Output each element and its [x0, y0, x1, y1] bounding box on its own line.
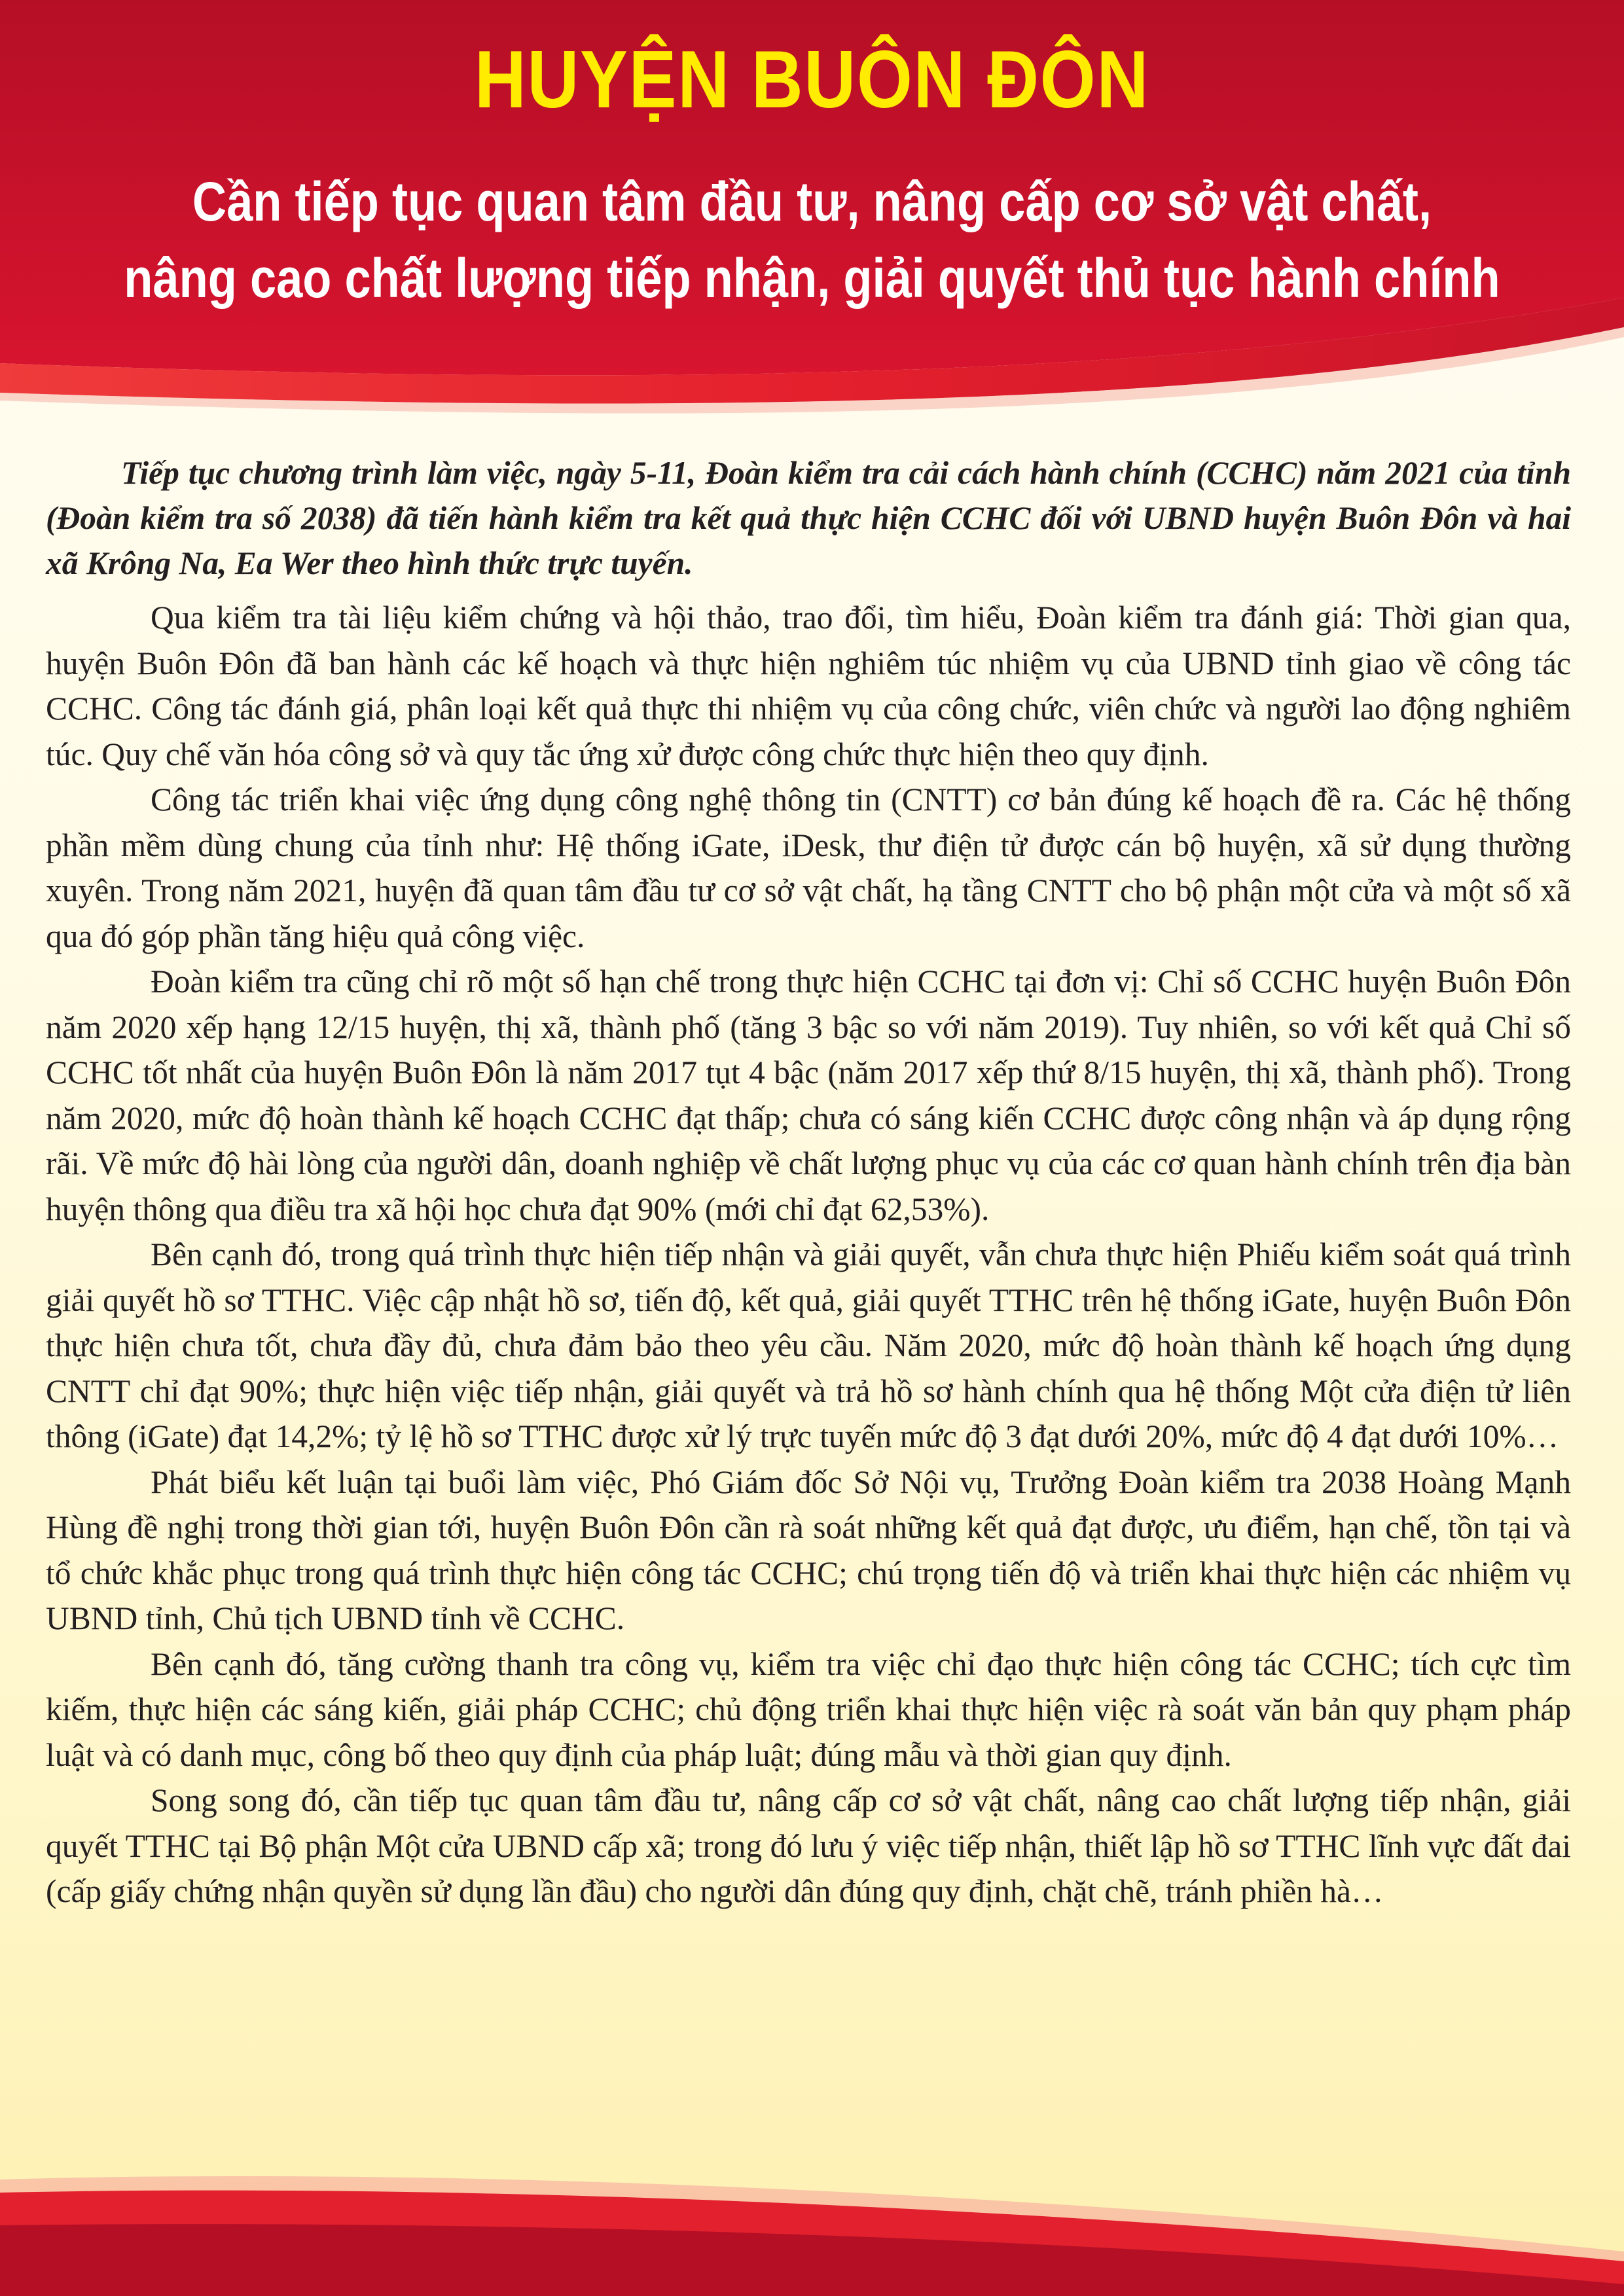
article-paragraph: Công tác triển khai việc ứng dụng công nghệ thông tin (CNTT) cơ bản đúng kế hoạch đề ra. Các hệ thống phần mềm dùng chung của tỉnh như: Hệ thống iGate, iDesk, thư điện tử được cán bộ huyện, xã sử dụng thường xuyên. Trong năm 2021, huyện đã quan tâm đầu tư cơ sở vật chất, hạ tầng CNTT cho bộ phận một cửa và một số xã qua đó góp phần tăng hiệu quả công việc.	[46, 781, 1571, 954]
subtitle-line-2: nâng cao chất lượng tiếp nhận, giải quyết thủ tục hành chính	[124, 247, 1500, 309]
subtitle-line-1: Cần tiếp tục quan tâm đầu tư, nâng cấp cơ sở vật chất,	[192, 171, 1432, 232]
article-paragraph: Song song đó, cần tiếp tục quan tâm đầu tư, nâng cấp cơ sở vật chất, nâng cao chất lượng tiếp nhận, giải quyết TTHC tại Bộ phận Một cửa UBND cấp xã; trong đó lưu ý việc tiếp nhận, thiết lập hồ sơ TTHC lĩnh vực đất đai (cấp giấy chứng nhận quyền sử dụng lần đầu) cho người dân đúng quy định, chặt chẽ, tránh phiền hà…	[46, 1782, 1571, 1909]
article-body	[46, 450, 1571, 1914]
article-lead: Tiếp tục chương trình làm việc, ngày 5-11, Đoàn kiểm tra cải cách hành chính (CCHC) năm 2021 của tỉnh (Đoàn kiểm tra số 2038) đã tiến hành kiểm tra kết quả thực hiện CCHC đối với UBND huyện Buôn Đôn và hai xã Krông Na, Ea Wer theo hình thức trực tuyến.	[46, 455, 1571, 581]
page-title: HUYỆN BUÔN ĐÔN	[474, 35, 1150, 125]
footer-banner	[0, 2153, 1624, 2296]
article-paragraph: Đoàn kiểm tra cũng chỉ rõ một số hạn chế trong thực hiện CCHC tại đơn vị: Chỉ số CCHC huyện Buôn Đôn năm 2020 xếp hạng 12/15 huyện, thị xã, thành phố (tăng 3 bậc so với năm 2019). Tuy nhiên, so với kết quả Chỉ số CCHC tốt nhất của huyện Buôn Đôn là năm 2017 tụt 4 bậc (năm 2017 xếp thứ 8/15 huyện, thị xã, thành phố). Trong năm 2020, mức độ hoàn thành kế hoạch CCHC đạt thấp; chưa có sáng kiến CCHC được công nhận và áp dụng rộng rãi. Về mức độ hài lòng của người dân, doanh nghiệp về chất lượng phục vụ của các cơ quan hành chính trên địa bàn huyện thông qua điều tra xã hội học chưa đạt 90% (mới chỉ đạt 62,53%).	[46, 963, 1571, 1227]
article-paragraph: Bên cạnh đó, tăng cường thanh tra công vụ, kiểm tra việc chỉ đạo thực hiện công tác CCHC; tích cực tìm kiếm, thực hiện các sáng kiến, giải pháp CCHC; chủ động triển khai thực hiện việc rà soát văn bản quy phạm pháp luật và có danh mục, công bố theo quy định của pháp luật; đúng mẫu và thời gian quy định.	[46, 1645, 1571, 1773]
article-paragraph: Qua kiểm tra tài liệu kiểm chứng và hội thảo, trao đổi, tìm hiểu, Đoàn kiểm tra đánh giá: Thời gian qua, huyện Buôn Đôn đã ban hành các kế hoạch và thực hiện nghiêm túc nhiệm vụ của UBND tỉnh giao về công tác CCHC. Công tác đánh giá, phân loại kết quả thực thi nhiệm vụ của công chức, viên chức và người lao động nghiêm túc. Quy chế văn hóa công sở và quy tắc ứng xử được công chức thực hiện theo quy định.	[46, 600, 1571, 772]
article-paragraph: Bên cạnh đó, trong quá trình thực hiện tiếp nhận và giải quyết, vẫn chưa thực hiện Phiếu kiểm soát quá trình giải quyết hồ sơ TTHC. Việc cập nhật hồ sơ, tiến độ, kết quả, giải quyết TTHC trên hệ thống iGate, huyện Buôn Đôn thực hiện chưa tốt, chưa đầy đủ, chưa đảm bảo theo yêu cầu. Năm 2020, mức độ hoàn thành kế hoạch ứng dụng CNTT chỉ đạt 90%; thực hiện việc tiếp nhận, giải quyết và trả hồ sơ hành chính qua hệ thống Một cửa điện tử liên thông (iGate) đạt 14,2%; tỷ lệ hồ sơ TTHC được xử lý trực tuyến mức độ 3 đạt dưới 20%, mức độ 4 đạt dưới 10%…	[46, 1236, 1571, 1454]
article-paragraph: Phát biểu kết luận tại buổi làm việc, Phó Giám đốc Sở Nội vụ, Trưởng Đoàn kiểm tra 2038 Hoàng Mạnh Hùng đề nghị trong thời gian tới, huyện Buôn Đôn cần rà soát những kết quả đạt được, ưu điểm, hạn chế, tồn tại và tổ chức khắc phục trong quá trình thực hiện công tác CCHC; chú trọng tiến độ và triển khai thực hiện các nhiệm vụ UBND tỉnh, Chủ tịch UBND tỉnh về CCHC.	[46, 1463, 1571, 1636]
